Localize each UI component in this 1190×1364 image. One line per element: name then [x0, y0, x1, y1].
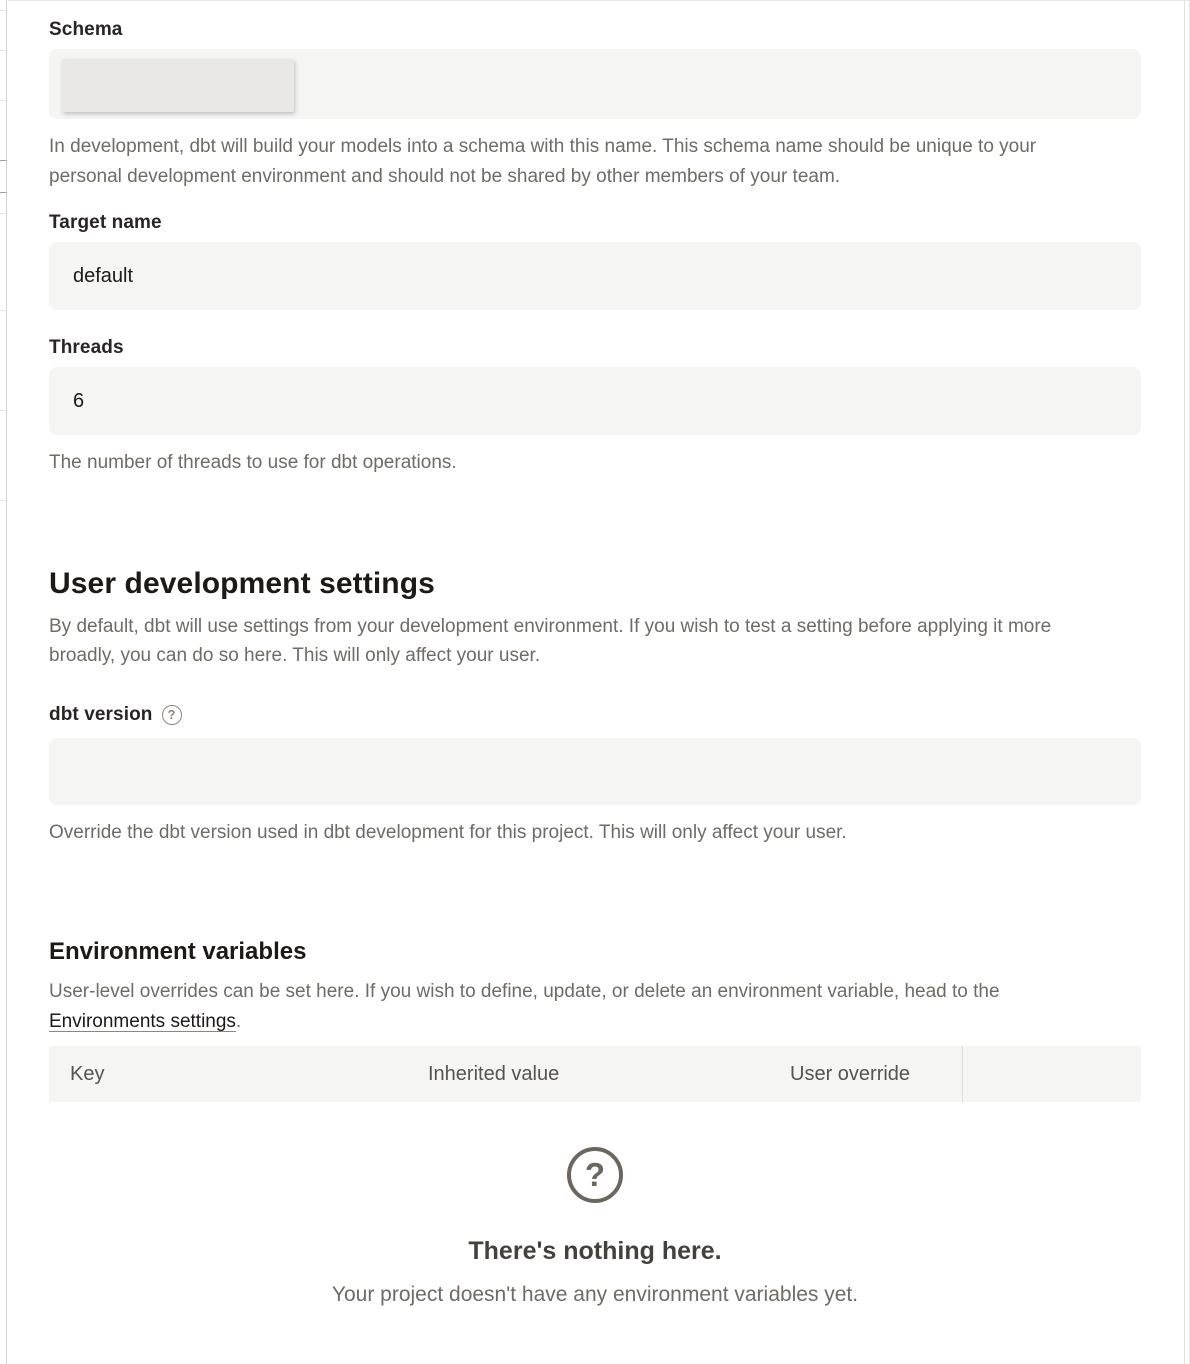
left-rail-sliver	[0, 0, 7, 1364]
column-header-user-override: User override	[790, 1062, 911, 1085]
empty-state-subtitle: Your project doesn't have any environment variables yet.	[331, 1283, 859, 1306]
help-icon[interactable]: ?	[162, 705, 182, 725]
left-rail-separator	[0, 192, 7, 193]
user-development-settings-description: By default, dbt will use settings from your development environment. If you wish to test a setting before applying it more broadly, you can do so here. This will only affect your user.	[49, 615, 1052, 666]
user-development-settings-title: User development settings	[49, 566, 435, 600]
column-header-inherited-value: Inherited value	[428, 1062, 560, 1085]
env-vars-empty-state	[49, 1147, 1141, 1308]
empty-state-title: There's nothing here.	[468, 1237, 722, 1265]
env-vars-description-suffix: .	[235, 1010, 242, 1032]
column-header-actions	[963, 1046, 1141, 1102]
right-panel-border	[1184, 0, 1185, 1364]
settings-form	[49, 0, 1141, 1308]
left-rail-separator	[0, 50, 7, 51]
target-name-input[interactable]	[49, 242, 1141, 310]
schema-loading-skeleton	[62, 59, 294, 112]
left-rail-separator	[0, 100, 7, 101]
left-rail-separator	[0, 310, 7, 311]
environment-variables-description	[49, 977, 1109, 1036]
schema-help-text: In development, dbt will build your models into a schema with this name. This schema name should be unique to your personal development environment and should not be shared by other members of your team.	[49, 136, 1037, 187]
dbt-version-label: dbt version	[49, 703, 153, 725]
threads-help-text: The number of threads to use for dbt operations.	[49, 452, 457, 473]
left-rail-separator	[0, 410, 7, 411]
env-vars-table-header	[49, 1046, 1141, 1102]
target-name-label: Target name	[49, 212, 162, 233]
threads-input[interactable]	[49, 367, 1141, 435]
dbt-version-help-text: Override the dbt version used in dbt development for this project. This will only affect your user.	[49, 821, 847, 843]
dbt-version-input[interactable]	[49, 738, 1141, 805]
environment-variables-title: Environment variables	[49, 938, 307, 965]
schema-input[interactable]	[49, 49, 1141, 119]
left-rail-separator	[0, 500, 7, 501]
left-rail-separator	[0, 213, 7, 214]
column-header-key: Key	[70, 1062, 105, 1085]
question-mark-icon: ?	[567, 1147, 623, 1203]
threads-label: Threads	[49, 337, 124, 358]
left-rail-separator	[0, 10, 7, 11]
schema-label: Schema	[49, 19, 123, 40]
environments-settings-link[interactable]: Environments settings	[49, 1010, 236, 1032]
env-vars-description-prefix: User-level overrides can be set here. If you wish to define, update, or delete an environment variable, head to the	[49, 981, 1000, 1002]
left-rail-separator	[0, 160, 7, 161]
